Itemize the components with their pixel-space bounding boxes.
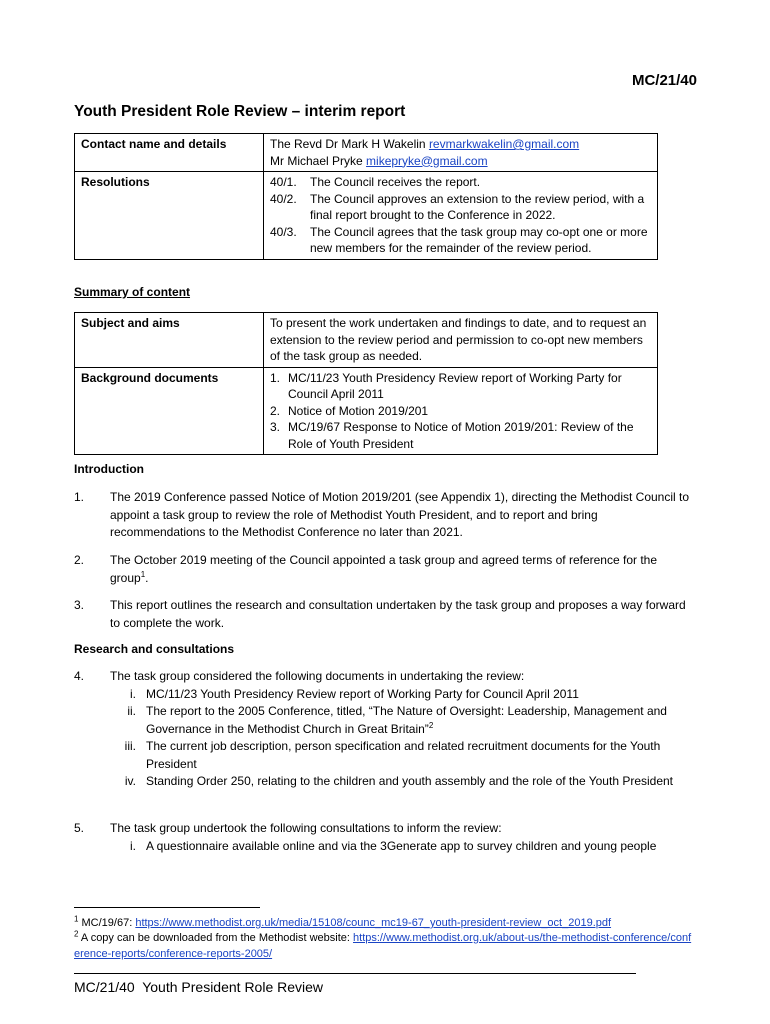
- background-label: Background documents: [75, 367, 264, 455]
- list-item: iv. Standing Order 250, relating to the children and youth assembly and the role of the Youth President: [124, 774, 674, 788]
- table-row: [75, 367, 658, 455]
- email-link-1[interactable]: revmarkwakelin@gmail.com: [428, 137, 580, 151]
- paragraph-5: 5. The task group undertook the following consultations to inform the review: i. A questionnaire available online and via the 3Generate app to survey children and young people: [74, 820, 694, 855]
- footnote-link-1[interactable]: https://www.methodist.org.uk/media/15108/counc_mc19-67_youth-president-review_oct_2019.pdf: [135, 917, 612, 929]
- subject-label: Subject and aims: [75, 313, 264, 368]
- background-list: [264, 367, 658, 455]
- research-heading: Research and consultations: [74, 642, 235, 656]
- subject-text: To present the work undertaken and findings to date, and to request an extension to the review period and permission to co-opt new members of the task group as needed.: [264, 313, 658, 368]
- footnote-2: $^2$ A copy can be downloaded from the Methodist website: https://www.methodist.org.uk/about-us/the-methodist-conference/conference-reports/conference-reports-2005/: [74, 929, 692, 960]
- summary-table: [74, 312, 658, 455]
- list-item: 40/2. The Council approves an extension to the review period, with a final report brought to the Conference in 2022.: [270, 191, 645, 222]
- page-title: Youth President Role Review – interim report: [74, 103, 406, 120]
- table-row: [75, 172, 658, 260]
- contact-name-2: Mr Michael Pryke: [270, 153, 363, 168]
- list-item: 3. MC/19/67 Response to Notice of Motion 2019/201: Review of the Role of Youth President: [270, 420, 634, 451]
- contact-details: [264, 134, 658, 172]
- contact-resolutions-table: [74, 133, 658, 260]
- footnote-ref-2[interactable]: 2: [428, 720, 434, 730]
- footnote-ref-1[interactable]: 1: [140, 569, 146, 579]
- footnote-1: $^1$ MC/19/67: https://www.methodist.org.uk/media/15108/counc_mc19-67_youth-president-review_oct_2019.pdf: [74, 914, 612, 929]
- introduction-heading: Introduction: [74, 462, 144, 476]
- list-item: i. A questionnaire available online and via the 3Generate app to survey children and young people: [130, 838, 657, 853]
- list-item: 2. Notice of Motion 2019/201: [270, 403, 429, 418]
- resolutions-list: [264, 172, 658, 260]
- list-item: 40/1. The Council receives the report.: [270, 175, 481, 189]
- paragraph-3: 3. This report outlines the research and consultation undertaken by the task group and proposes a way forward to complete the work.: [74, 598, 686, 630]
- paragraph-1: 1. The 2019 Conference passed Notice of Motion 2019/201 (see Appendix 1), directing the Methodist Council to appoint a task group to review the role of Methodist Youth President, and to report and bring recommendations to the Methodist Conference no later than 2021.: [74, 490, 690, 539]
- paragraph-2: 2. The October 2019 meeting of the Council appointed a task group and agreed terms of reference for the group$^1$.: [74, 553, 658, 585]
- list-item: iii. The current job description, person specification and related recruitment documents for the Youth President: [124, 739, 661, 771]
- table-row: [75, 134, 658, 172]
- list-item: 40/3. The Council agrees that the task group may co-opt one or more new members for the remainder of the review period.: [270, 224, 648, 255]
- list-item: ii. The report to the 2005 Conference, titled, “The Nature of Oversight: Leadership, Management and Governance in the Methodist Church in Great Britain”$^2$: [127, 704, 667, 736]
- footer-text: MC/21/40 Youth President Role Review: [74, 979, 324, 995]
- list-item: i. MC/11/23 Youth Presidency Review report of Working Party for Council April 2011: [130, 686, 579, 701]
- resolutions-label: Resolutions: [75, 172, 264, 260]
- footnote-separator: [74, 907, 260, 908]
- table-row: [75, 313, 658, 368]
- paragraph-4: 4. The task group considered the following documents in undertaking the review: i. MC/11/23 Youth Presidency Review report of Working Party for Council April 2011 ii. The report to the 2005 Conference, titled, “The Nature of Oversight: Leadership, Management and Governance in the Methodist Church in Great Britain”$^2$ iii. The current job description, person specification and related recruitment documents for the Youth President iv. Standing Order 250, relating to the children and youth assembly and the role of the Youth President: [74, 668, 694, 791]
- contact-label: Contact name and details: [75, 134, 264, 172]
- doc-reference: MC/21/40: [631, 72, 697, 89]
- contact-name-1: The Revd Dr Mark H Wakelin: [270, 137, 426, 151]
- list-item: 1. MC/11/23 Youth Presidency Review report of Working Party for Council April 2011: [270, 370, 622, 401]
- footer-rule: [74, 973, 636, 974]
- summary-heading: Summary of content: [74, 285, 191, 299]
- footnote-link-2[interactable]: https://www.methodist.org.uk/about-us/the-methodist-conference/conference-reports/conference-reports-2005/: [74, 932, 692, 960]
- email-link-2[interactable]: mikepryke@gmail.com: [366, 153, 488, 168]
